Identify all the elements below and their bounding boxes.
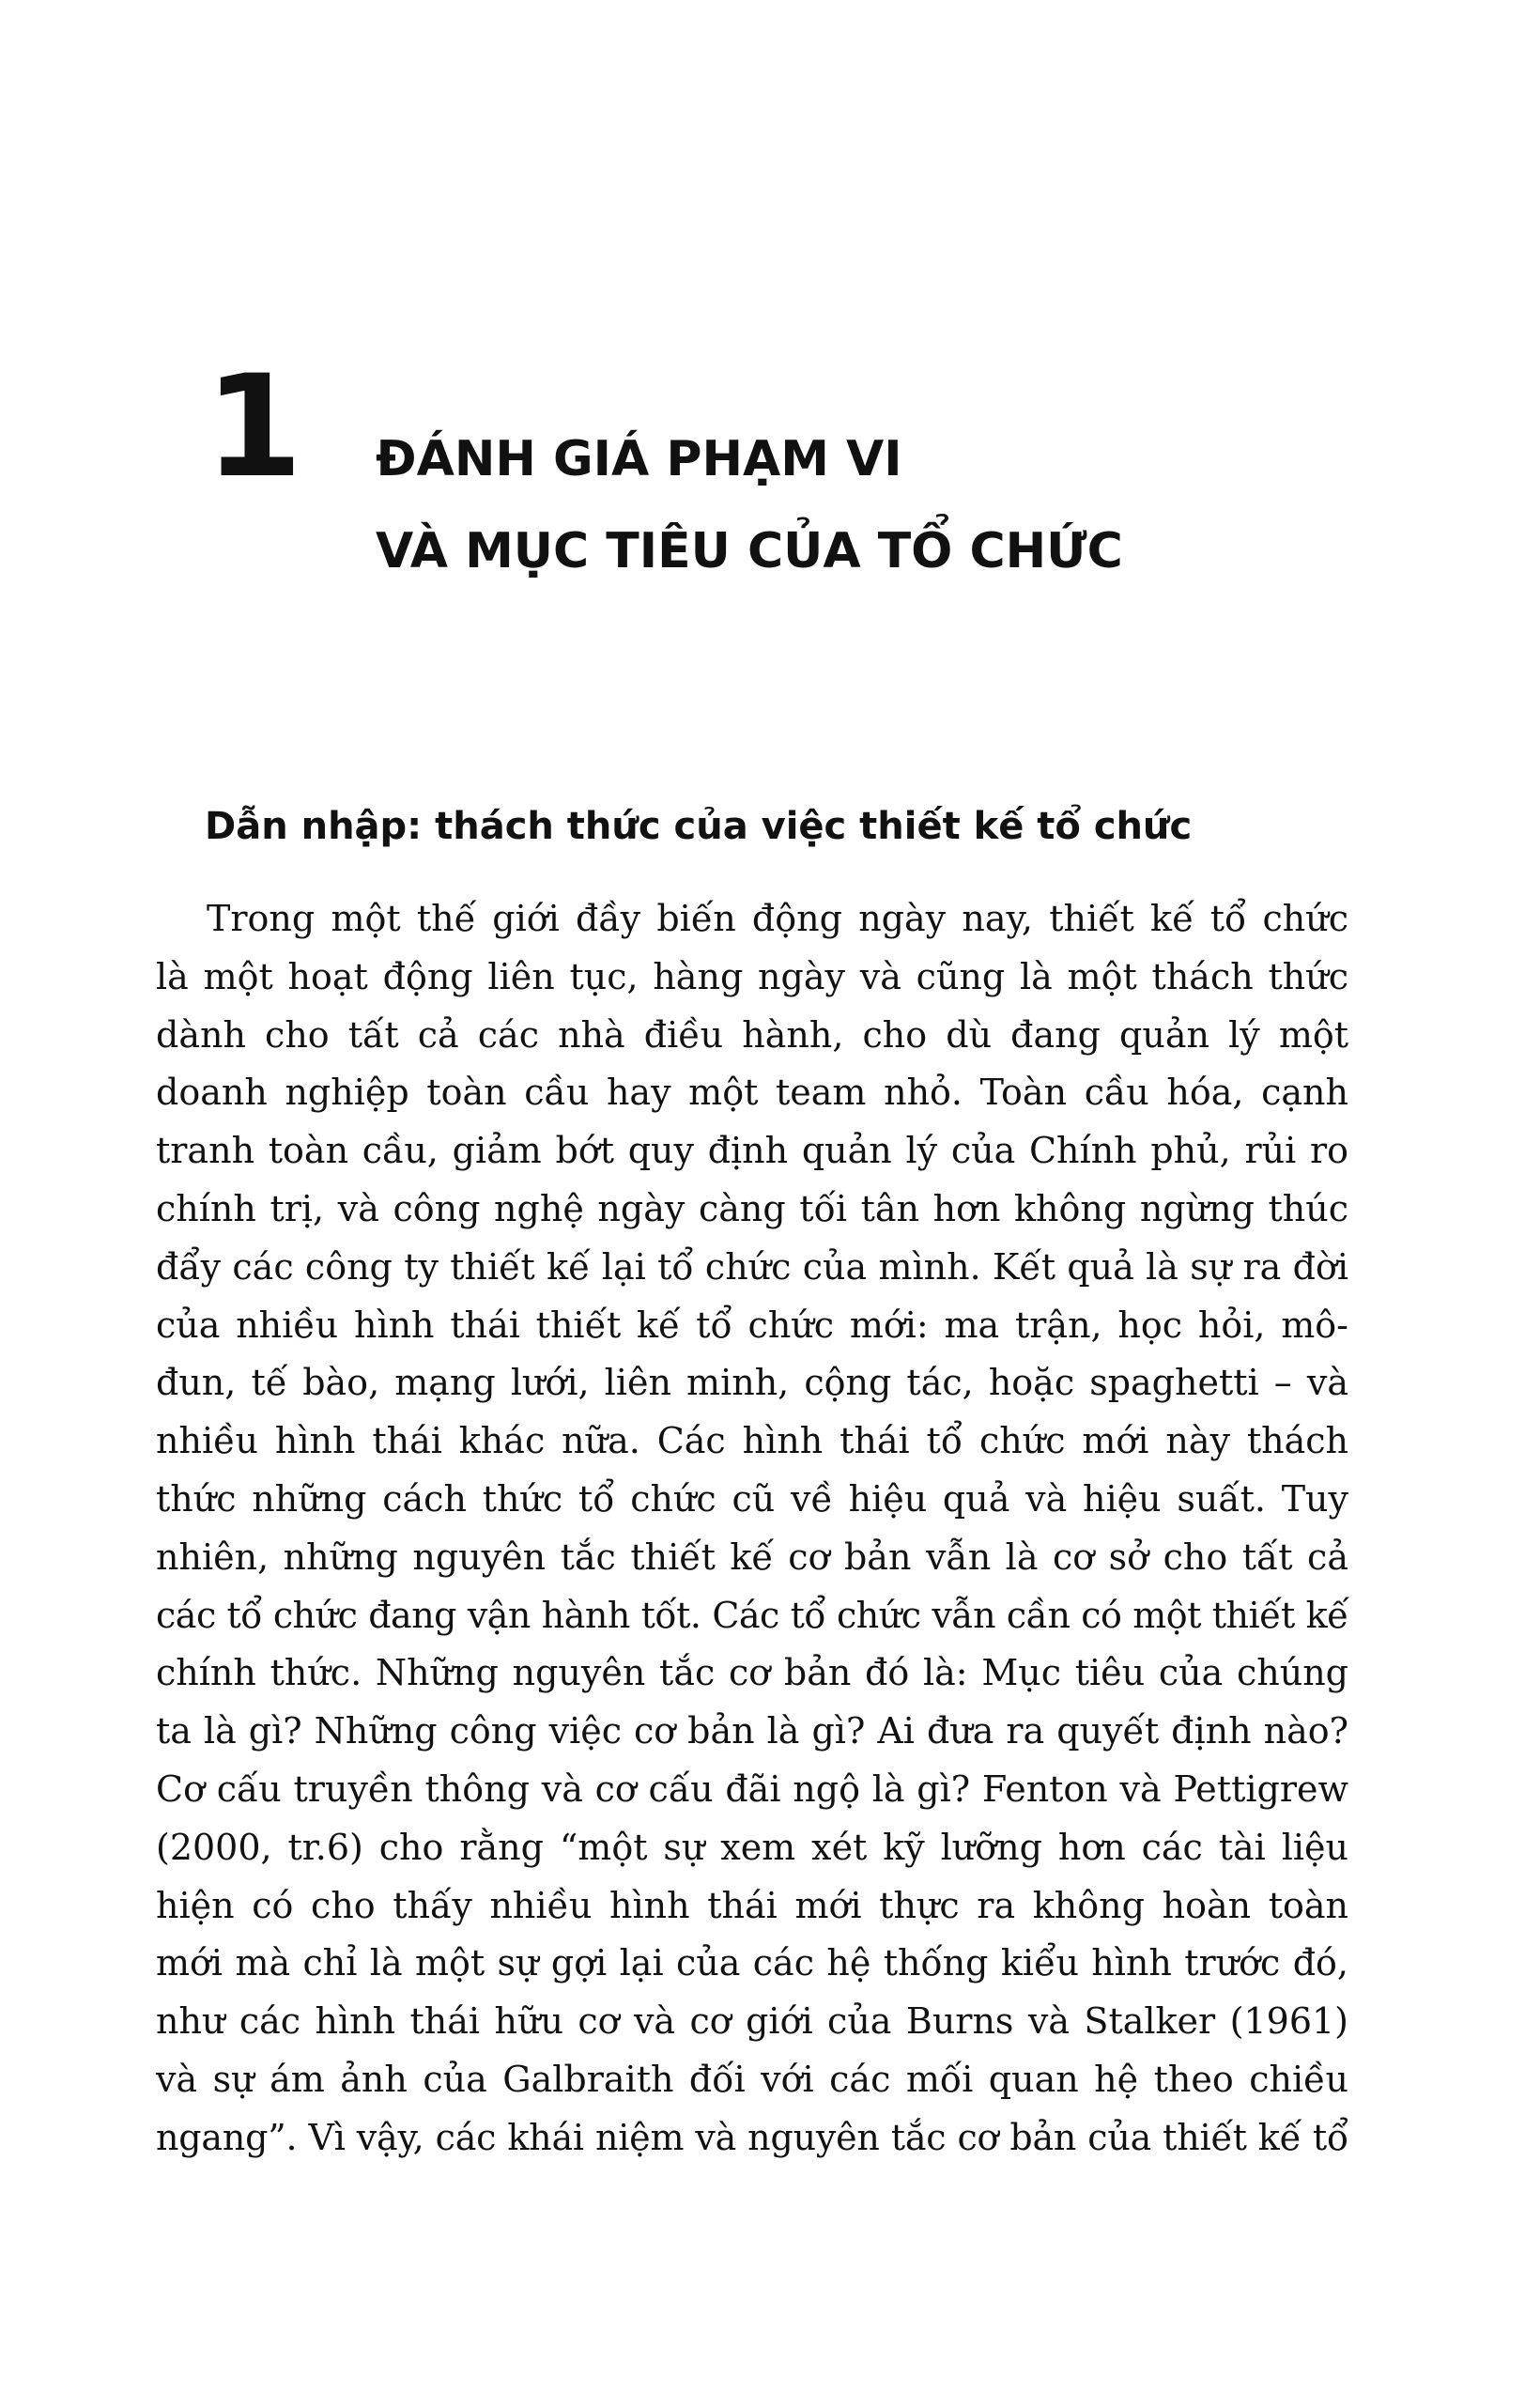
paragraph-line: hiện có cho thấy nhiều hình thái mới thực ra không hoàn toàn (156, 1884, 1348, 1926)
paragraph-line: như các hình thái hữu cơ và cơ giới của Burns và Stalker (1961) (156, 2000, 1348, 2043)
paragraph-line: các tổ chức đang vận hành tốt. Các tổ chức vẫn cần có một thiết kế (156, 1594, 1348, 1636)
body-paragraph (156, 890, 1348, 2168)
paragraph-line: nhiên, những nguyên tắc thiết kế cơ bản vẫn là cơ sở cho tất cả (156, 1536, 1348, 1578)
paragraph-line: Trong một thế giới đầy biến động ngày nay, thiết kế tổ chức (207, 898, 1348, 939)
section-heading: Dẫn nhập: thách thức của việc thiết kế tổ chức (205, 805, 1193, 848)
chapter-title-line: ĐÁNH GIÁ PHẠM VI (376, 431, 902, 487)
paragraph-line: và sự ám ảnh của Galbraith đối với các mối quan hệ theo chiều (156, 2058, 1348, 2100)
paragraph-line: (2000, tr.6) cho rằng “một sự xem xét kỹ lưỡng hơn các tài liệu (156, 1826, 1348, 1868)
paragraph-line: Cơ cấu truyền thông và cơ cấu đãi ngộ là gì? Fenton và Pettigrew (156, 1767, 1348, 1810)
paragraph-line: doanh nghiệp toàn cầu hay một team nhỏ. Toàn cầu hóa, cạnh (156, 1072, 1348, 1114)
paragraph-line: đun, tế bào, mạng lưới, liên minh, cộng tác, hoặc spaghetti – và (156, 1362, 1348, 1404)
paragraph-line: là một hoạt động liên tục, hàng ngày và cũng là một thách thức (156, 955, 1348, 997)
paragraph-line: chính thức. Những nguyên tắc cơ bản đó là: Mục tiêu của chúng (156, 1652, 1348, 1694)
paragraph-line: đẩy các công ty thiết kế lại tổ chức của mình. Kết quả là sự ra đời (156, 1245, 1348, 1288)
paragraph-line: ta là gì? Những công việc cơ bản là gì? Ai đưa ra quyết định nào? (156, 1710, 1348, 1752)
paragraph-line: thức những cách thức tổ chức cũ về hiệu quả và hiệu suất. Tuy (156, 1477, 1348, 1520)
paragraph-line: chính trị, và công nghệ ngày càng tối tân hơn không ngừng thúc (156, 1187, 1348, 1229)
chapter-number: 1 (205, 346, 303, 509)
chapter-title (376, 413, 1123, 597)
paragraph-line: mới mà chỉ là một sự gợi lại của các hệ thống kiểu hình trước đó, (156, 1942, 1348, 1984)
paragraph-line: dành cho tất cả các nhà điều hành, cho dù đang quản lý một (156, 1013, 1348, 1056)
paragraph-line: của nhiều hình thái thiết kế tổ chức mới: ma trận, học hỏi, mô- (156, 1304, 1348, 1346)
paragraph-line: ngang”. Vì vậy, các khái niệm và nguyên tắc cơ bản của thiết kế tổ (156, 2116, 1348, 2158)
chapter-title-line: VÀ MỤC TIÊU CỦA TỔ CHỨC (376, 523, 1123, 579)
paragraph-line: tranh toàn cầu, giảm bớt quy định quản lý của Chính phủ, rủi ro (156, 1130, 1348, 1172)
paragraph-line: nhiều hình thái khác nữa. Các hình thái tổ chức mới này thách (156, 1420, 1348, 1462)
